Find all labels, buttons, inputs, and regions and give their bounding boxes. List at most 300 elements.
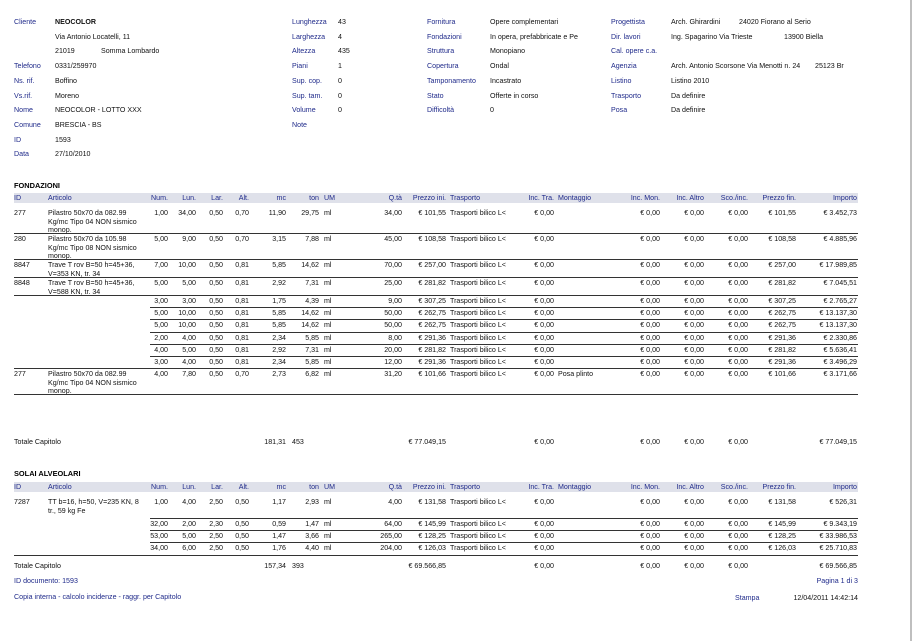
column-header-importo: Importo [832, 194, 857, 202]
cell-alt: 0,70 [235, 235, 249, 243]
info-value: 4 [338, 32, 342, 41]
cell-prezzo-ini: € 131,58 [418, 498, 446, 506]
cell-mc: 3,15 [272, 235, 286, 243]
cell-alt: 0,81 [235, 279, 249, 287]
info-value: Via Antonio Locatelli, 11 [55, 32, 131, 41]
cell-alt: 0,50 [235, 532, 249, 541]
cell-qta: 50,00 [384, 321, 402, 330]
total-prezzo-ini: € 77.049,15 [408, 438, 446, 446]
chapter-total-row [14, 438, 858, 448]
cell-lar: 2,30 [209, 520, 223, 528]
cell-lun: 4,00 [182, 498, 196, 506]
cell-qta: 34,00 [384, 209, 402, 217]
cell-alt: 0,70 [235, 370, 249, 379]
cell-inc-mon: € 0,00 [640, 333, 660, 342]
cell-prezzo-ini: € 128,25 [418, 532, 446, 541]
cell-articolo: Trave T rov B=50 h=45+36, V=588 KN, tr. 34 [48, 279, 135, 296]
cell-inc-mon: € 0,00 [640, 321, 660, 330]
cell-prezzo-fin: € 101,66 [768, 370, 796, 379]
total-ton: 453 [292, 438, 304, 446]
cell-prezzo-fin: € 131,58 [768, 498, 796, 506]
cell-trasporto: Trasporti bilico L< [450, 297, 506, 305]
document-id: ID documento: 1593 [14, 577, 78, 585]
table-header [14, 193, 858, 203]
info-value: 1 [338, 62, 342, 71]
total-inc-mon: € 0,00 [640, 438, 660, 446]
cell-trasporto: Trasporti bilico L< [450, 309, 506, 318]
column-header-um: UM [324, 483, 336, 491]
table-header [14, 482, 858, 492]
column-header-lar: Lar. [211, 194, 223, 202]
cell-inc-mon: € 0,00 [640, 370, 660, 379]
total-inc-altro: € 0,00 [684, 438, 704, 446]
cell-sco-inc: € 0,00 [728, 532, 748, 541]
cell-inc-tra: € 0,00 [534, 333, 554, 342]
info-value: 21019 [55, 47, 75, 56]
cell-articolo: TT b=16, h=50, V=235 KN, 8 tr., 59 kg Fe [48, 498, 139, 515]
info-value: 0 [490, 106, 494, 115]
cell-sco-inc: € 0,00 [728, 345, 748, 354]
info-value: 27/10/2010 [55, 150, 91, 159]
cell-qta: 31,20 [384, 370, 402, 379]
cell-alt: 0,81 [235, 345, 249, 354]
cell-trasporto: Trasporti bilico L< [450, 209, 506, 217]
cell-alt: 0,70 [235, 209, 249, 217]
cell-inc-mon: € 0,00 [640, 498, 660, 506]
cell-qta: 45,00 [384, 235, 402, 243]
info-label: Altezza [292, 47, 316, 56]
cell-montaggio: Posa plinto [558, 370, 594, 379]
cell-sco-inc: € 0,00 [728, 209, 748, 217]
column-header-alt: Alt. [238, 483, 249, 491]
cell-sco-inc: € 0,00 [728, 235, 748, 243]
cell-prezzo-fin: € 262,75 [768, 309, 796, 318]
cell-qta: 12,00 [384, 358, 402, 366]
cell-trasporto: Trasporti bilico L< [450, 345, 506, 354]
cell-um: ml [324, 520, 332, 528]
cell-inc-tra: € 0,00 [534, 520, 554, 528]
cell-qta: 64,00 [384, 520, 402, 528]
info-label: Data [14, 150, 29, 159]
cell-trasporto: Trasporti bilico L< [450, 544, 506, 553]
column-header-num: Num. [151, 483, 168, 491]
column-header-sco-inc: Sco./inc. [720, 194, 748, 202]
cell-inc-tra: € 0,00 [534, 345, 554, 354]
info-value: Offerte in corso [490, 91, 539, 100]
copy-note: Copia interna - calcolo incidenze - raggr. per Capitolo [14, 593, 182, 601]
cell-um: ml [324, 309, 332, 318]
cell-prezzo-ini: € 291,36 [418, 333, 446, 342]
cell-mc: 2,92 [272, 279, 286, 287]
cell-id: 7287 [14, 498, 30, 506]
cell-ton: 14,62 [301, 309, 319, 318]
cell-prezzo-ini: € 101,55 [418, 209, 446, 217]
cell-prezzo-fin: € 101,55 [768, 209, 796, 217]
table-row [14, 208, 858, 234]
cell-prezzo-ini: € 307,25 [418, 297, 446, 305]
cell-inc-tra: € 0,00 [534, 209, 554, 217]
cell-inc-altro: € 0,00 [684, 333, 704, 342]
info-value: Monopiano [490, 47, 526, 56]
cell-um: ml [324, 279, 332, 287]
cell-alt: 0,50 [235, 498, 249, 506]
total-importo: € 69.566,85 [819, 562, 857, 570]
cell-prezzo-ini: € 262,75 [418, 309, 446, 318]
column-header-inc-mon: Inc. Mon. [630, 194, 660, 202]
cell-um: ml [324, 235, 332, 243]
info-label: Larghezza [292, 32, 326, 41]
cell-importo: € 3.171,66 [823, 370, 857, 379]
cell-mc: 11,90 [268, 209, 286, 217]
info-label: Dir. lavori [611, 32, 641, 41]
cell-qta: 8,00 [388, 333, 402, 342]
cell-mc: 1,76 [272, 544, 286, 553]
info-label: Tamponamento [427, 76, 476, 85]
column-header-trasporto: Trasporto [450, 194, 481, 202]
table-row [14, 369, 858, 395]
column-header-prezzo-ini: Prezzo ini. [412, 194, 446, 202]
cell-inc-tra: € 0,00 [534, 279, 554, 287]
cell-sco-inc: € 0,00 [728, 297, 748, 305]
column-header-inc-tra: Inc. Tra. [528, 194, 554, 202]
cell-ton: 14,62 [301, 261, 319, 269]
cell-num: 53,00 [150, 532, 168, 541]
info-label: Note [292, 120, 307, 129]
cell-importo: € 4.885,96 [823, 235, 857, 243]
column-header-inc-tra: Inc. Tra. [528, 483, 554, 491]
cell-mc: 5,85 [272, 261, 286, 269]
cell-mc: 0,59 [272, 520, 286, 528]
cell-inc-tra: € 0,00 [534, 544, 554, 553]
cell-inc-tra: € 0,00 [534, 321, 554, 330]
cell-lar: 0,50 [209, 297, 223, 305]
cell-num: 5,00 [154, 321, 168, 330]
column-header-ton: ton [309, 194, 319, 202]
info-label: Vs.rif. [14, 91, 33, 100]
cell-alt: 0,81 [235, 321, 249, 330]
cell-num: 5,00 [154, 309, 168, 318]
cell-lun: 5,00 [182, 532, 196, 541]
cell-sco-inc: € 0,00 [728, 520, 748, 528]
cell-articolo: Pilastro 50x70 da 082.99 Kg/mc Tipo 04 NON sismico monop. [48, 370, 137, 396]
cell-inc-tra: € 0,00 [534, 309, 554, 318]
cell-inc-altro: € 0,00 [684, 358, 704, 366]
cell-inc-tra: € 0,00 [534, 297, 554, 305]
cell-sco-inc: € 0,00 [728, 498, 748, 506]
column-header-lun: Lun. [182, 483, 196, 491]
cell-mc: 2,73 [272, 370, 286, 379]
cell-inc-altro: € 0,00 [684, 370, 704, 379]
info-value: Incastrato [490, 76, 522, 85]
cell-mc: 1,75 [272, 297, 286, 305]
cell-num: 5,00 [154, 279, 168, 287]
cell-importo: € 33.986,53 [819, 532, 857, 541]
cell-num: 34,00 [150, 544, 168, 553]
info-label: Trasporto [611, 91, 642, 100]
cell-inc-mon: € 0,00 [640, 309, 660, 318]
column-header-inc-altro: Inc. Altro [676, 194, 704, 202]
cell-inc-mon: € 0,00 [640, 358, 660, 366]
cell-prezzo-fin: € 262,75 [768, 321, 796, 330]
row-separator [14, 394, 858, 395]
total-sco-inc: € 0,00 [728, 438, 748, 446]
info-value: Boffino [55, 76, 77, 85]
cell-importo: € 526,31 [829, 498, 857, 506]
info-value-extra: 13900 Biella [784, 32, 824, 41]
cell-inc-mon: € 0,00 [640, 261, 660, 269]
cell-inc-mon: € 0,00 [640, 345, 660, 354]
cell-trasporto: Trasporti bilico L< [450, 333, 506, 342]
cell-lun: 3,00 [182, 297, 196, 305]
cell-ton: 5,85 [305, 333, 319, 342]
cell-lun: 5,00 [182, 345, 196, 354]
column-header-trasporto: Trasporto [450, 483, 481, 491]
total-ton: 393 [292, 562, 304, 570]
cell-alt: 0,81 [235, 333, 249, 342]
cell-num: 1,00 [154, 498, 168, 506]
print-date: 12/04/2011 14:42:14 [793, 594, 858, 602]
info-value: 0331/259970 [55, 62, 97, 71]
info-label: Fornitura [427, 18, 456, 26]
total-mc: 181,31 [264, 438, 286, 446]
cell-sco-inc: € 0,00 [728, 261, 748, 269]
cell-importo: € 3.496,29 [823, 358, 857, 366]
info-label: Sup. cop. [292, 76, 322, 85]
cell-inc-altro: € 0,00 [684, 321, 704, 330]
cell-qta: 9,00 [388, 297, 402, 305]
cell-lar: 2,50 [209, 544, 223, 553]
cell-num: 32,00 [150, 520, 168, 528]
cell-inc-mon: € 0,00 [640, 532, 660, 541]
info-value: Moreno [55, 91, 80, 100]
cell-alt: 0,81 [235, 309, 249, 318]
cell-id: 280 [14, 235, 26, 243]
info-label: Struttura [427, 47, 455, 56]
cell-num: 7,00 [154, 261, 168, 269]
cell-qta: 4,00 [388, 498, 402, 506]
total-sco-inc: € 0,00 [728, 562, 748, 570]
cell-prezzo-fin: € 291,36 [768, 358, 796, 366]
column-header-num: Num. [151, 194, 168, 202]
cell-lar: 0,50 [209, 279, 223, 287]
cell-alt: 0,50 [235, 520, 249, 528]
info-value: Ondal [490, 62, 509, 71]
info-value: BRESCIA - BS [55, 120, 102, 129]
cell-inc-tra: € 0,00 [534, 358, 554, 366]
table-row [14, 278, 858, 296]
info-label: Agenzia [611, 62, 637, 71]
cell-sco-inc: € 0,00 [728, 544, 748, 553]
cell-lar: 0,50 [209, 358, 223, 366]
cell-um: ml [324, 297, 332, 305]
cell-id: 8848 [14, 279, 30, 287]
info-label: Cal. opere c.a. [611, 47, 658, 56]
cell-num: 2,00 [154, 333, 168, 342]
total-inc-altro: € 0,00 [684, 562, 704, 570]
info-value: NEOCOLOR - LOTTO XXX [55, 106, 142, 115]
cell-um: ml [324, 345, 332, 354]
cell-ton: 7,31 [305, 345, 319, 354]
info-label: Telefono [14, 62, 41, 71]
cell-inc-tra: € 0,00 [534, 370, 554, 379]
info-label: Progettista [611, 18, 645, 26]
info-value: Da definire [671, 106, 706, 115]
total-label: Totale Capitolo [14, 438, 61, 446]
cell-sco-inc: € 0,00 [728, 358, 748, 366]
column-header-mc: mc [276, 483, 286, 491]
cell-um: ml [324, 261, 332, 269]
info-label: Lunghezza [292, 18, 327, 26]
cell-um: ml [324, 209, 332, 217]
cell-lun: 4,00 [182, 333, 196, 342]
column-header-prezzo-ini: Prezzo ini. [412, 483, 446, 491]
column-header-ton: ton [309, 483, 319, 491]
cell-mc: 2,92 [272, 345, 286, 354]
cell-prezzo-ini: € 281,82 [418, 279, 446, 287]
column-header-um: UM [324, 194, 336, 202]
cell-lar: 0,50 [209, 235, 223, 243]
cell-sco-inc: € 0,00 [728, 309, 748, 318]
cell-qta: 50,00 [384, 309, 402, 318]
cell-prezzo-ini: € 108,58 [418, 235, 446, 243]
cell-lar: 0,50 [209, 261, 223, 269]
total-prezzo-ini: € 69.566,85 [408, 562, 446, 570]
cell-prezzo-fin: € 128,25 [768, 532, 796, 541]
cell-alt: 0,50 [235, 544, 249, 553]
cell-prezzo-fin: € 281,82 [768, 279, 796, 287]
cell-mc: 5,85 [272, 321, 286, 330]
column-header-inc-mon: Inc. Mon. [630, 483, 660, 491]
column-header-inc-altro: Inc. Altro [676, 483, 704, 491]
cell-lar: 2,50 [209, 532, 223, 541]
cell-qta: 204,00 [380, 544, 402, 553]
cell-inc-altro: € 0,00 [684, 235, 704, 243]
info-value: Opere complementari [490, 18, 559, 26]
cell-lun: 2,00 [182, 520, 196, 528]
info-label: Comune [14, 120, 41, 129]
cell-lun: 34,00 [178, 209, 196, 217]
cell-ton: 4,39 [305, 297, 319, 305]
cell-articolo: Pilastro 50x70 da 105.98 Kg/mc Tipo 08 NON sismico monop. [48, 235, 137, 261]
cell-ton: 6,82 [305, 370, 319, 379]
section-title: SOLAI ALVEOLARI [14, 469, 81, 478]
cell-qta: 70,00 [384, 261, 402, 269]
cell-prezzo-ini: € 257,00 [418, 261, 446, 269]
info-label: Piani [292, 62, 308, 71]
column-header-lun: Lun. [182, 194, 196, 202]
cell-importo: € 7.045,51 [823, 279, 857, 287]
info-value-extra: 24020 Fiorano al Serio [739, 18, 811, 26]
cell-prezzo-fin: € 291,36 [768, 333, 796, 342]
info-label: Ns. rif. [14, 76, 35, 85]
total-mc: 157,34 [264, 562, 286, 570]
cell-mc: 1,47 [272, 532, 286, 541]
cell-um: ml [324, 358, 332, 366]
cell-ton: 7,88 [305, 235, 319, 243]
cell-num: 4,00 [154, 345, 168, 354]
cell-ton: 29,75 [301, 209, 319, 217]
cell-inc-altro: € 0,00 [684, 261, 704, 269]
cell-sco-inc: € 0,00 [728, 333, 748, 342]
cell-num: 1,00 [154, 209, 168, 217]
total-importo: € 77.049,15 [819, 438, 857, 446]
cell-lar: 0,50 [209, 321, 223, 330]
cell-prezzo-fin: € 145,99 [768, 520, 796, 528]
cell-articolo: Pilastro 50x70 da 082.99 Kg/mc Tipo 04 NON sismico monop. [48, 209, 137, 235]
table-row [14, 234, 858, 260]
section-title: FONDAZIONI [14, 181, 60, 190]
info-label: Sup. tam. [292, 91, 323, 100]
cell-inc-mon: € 0,00 [640, 235, 660, 243]
cell-trasporto: Trasporti bilico L< [450, 520, 506, 528]
total-inc-mon: € 0,00 [640, 562, 660, 570]
cell-importo: € 13.137,30 [819, 321, 857, 330]
row-separator [14, 555, 858, 556]
cell-lar: 0,50 [209, 370, 223, 379]
cell-inc-tra: € 0,00 [534, 498, 554, 506]
cell-inc-mon: € 0,00 [640, 520, 660, 528]
cell-prezzo-fin: € 126,03 [768, 544, 796, 553]
chapter-total-row [14, 562, 858, 572]
info-value: 0 [338, 91, 342, 100]
cell-lar: 0,50 [209, 209, 223, 217]
cell-inc-tra: € 0,00 [534, 532, 554, 541]
cell-lar: 0,50 [209, 309, 223, 318]
cell-importo: € 25.710,83 [819, 544, 857, 553]
cell-inc-altro: € 0,00 [684, 209, 704, 217]
cell-mc: 2,34 [272, 358, 286, 366]
cell-prezzo-ini: € 262,75 [418, 321, 446, 330]
column-header-articolo: Articolo [48, 483, 72, 491]
cell-inc-altro: € 0,00 [684, 345, 704, 354]
info-label: Stato [427, 91, 444, 100]
cell-trasporto: Trasporti bilico L< [450, 321, 506, 330]
total-inc-tra: € 0,00 [534, 438, 554, 446]
cell-um: ml [324, 498, 332, 506]
print-label: Stampa [735, 594, 760, 602]
cell-lun: 6,00 [182, 544, 196, 553]
cell-inc-altro: € 0,00 [684, 297, 704, 305]
cell-prezzo-ini: € 291,36 [418, 358, 446, 366]
column-header-articolo: Articolo [48, 194, 72, 202]
cell-inc-mon: € 0,00 [640, 279, 660, 287]
cell-inc-tra: € 0,00 [534, 261, 554, 269]
cell-importo: € 2.330,86 [823, 333, 857, 342]
cell-mc: 1,17 [272, 498, 286, 506]
column-header-alt: Alt. [238, 194, 249, 202]
cell-um: ml [324, 333, 332, 342]
info-value: 0 [338, 76, 342, 85]
cell-ton: 7,31 [305, 279, 319, 287]
cell-inc-altro: € 0,00 [684, 498, 704, 506]
cell-lun: 10,00 [178, 309, 196, 318]
info-label: Difficoltà [427, 106, 455, 115]
column-header-montaggio: Montaggio [558, 194, 592, 202]
cell-prezzo-fin: € 281,82 [768, 345, 796, 354]
cell-prezzo-fin: € 257,00 [768, 261, 796, 269]
cell-trasporto: Trasporti bilico L< [450, 358, 506, 366]
cell-ton: 14,62 [301, 321, 319, 330]
column-header-lar: Lar. [211, 483, 223, 491]
cell-num: 4,00 [154, 370, 168, 379]
info-value-extra: 25123 Br [815, 62, 844, 71]
cell-lun: 10,00 [178, 321, 196, 330]
cell-inc-altro: € 0,00 [684, 532, 704, 541]
cell-inc-altro: € 0,00 [684, 309, 704, 318]
cell-importo: € 3.452,73 [823, 209, 857, 217]
column-header-id: ID [14, 483, 22, 491]
cell-lar: 0,50 [209, 345, 223, 354]
